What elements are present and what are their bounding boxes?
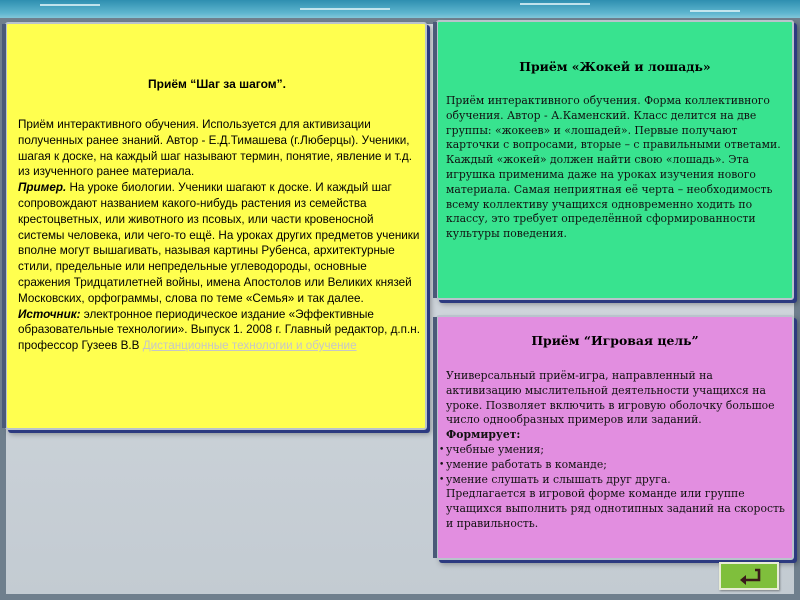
banner-streak	[520, 3, 590, 5]
skills-list	[439, 442, 786, 487]
card-jockey-and-horse	[436, 20, 794, 300]
list-item	[439, 472, 786, 488]
card-spine	[2, 24, 6, 428]
card-body	[18, 117, 422, 354]
list-item	[439, 457, 786, 473]
card-title: Приём “Шаг за шагом”.	[148, 77, 286, 91]
source-link[interactable]: Дистанционные технологии и обучение	[142, 339, 357, 353]
back-return-icon	[721, 564, 777, 588]
bullet-icon: •	[439, 474, 445, 485]
card-spine	[433, 22, 437, 298]
card-outro: Предлагается в игровой форме команде или группе учащихся выполнить ряд однотипных заданий на скорость и правильность.	[446, 487, 785, 530]
list-item-text: учебные умения;	[446, 442, 544, 456]
card-intro: Приём интерактивного обучения. Используется для активизации полученных ранее знаний. Автор - Е.Д.Тимашева (г.Люберцы). Ученики, шагая к доске, на каждый шаг называют термин, понятие, явление и т.д. из изученного ранее материала.	[18, 118, 412, 179]
card-body	[439, 369, 786, 532]
card-game-goal	[436, 315, 794, 560]
example-label: Пример.	[18, 181, 67, 195]
card-example	[18, 180, 422, 306]
card-step-by-step	[5, 22, 427, 430]
card-title: Приём “Игровая цель”	[531, 333, 699, 348]
banner-streak	[40, 4, 100, 6]
source-label: Источник:	[18, 307, 81, 321]
bullet-icon: •	[439, 444, 445, 455]
return-nav-button[interactable]	[719, 562, 779, 590]
source-text: электронное периодическое издание «Эффективные образовательные технологии». Выпуск 1. 2008 г. Главный редактор, д.п.н. профессор Гузеев В.В	[18, 307, 420, 353]
card-spine	[433, 317, 437, 558]
banner-streak	[690, 10, 740, 12]
forms-label: Формирует:	[446, 428, 521, 442]
list-item	[439, 442, 786, 458]
card-intro: Универсальный приём-игра, направленный на активизацию мыслительной деятельности учащихся на уроке. Позволяет включить в игровую оболочку большое число однообразных примеров или заданий.	[446, 369, 775, 427]
card-source	[18, 307, 422, 354]
card-text: Приём интерактивного обучения. Форма коллективного обучения. Автор - А.Каменский. Класс делится на две группы: «жокеев» и «лошадей». Первые получают карточки с вопросами, вторые – с правильными ответами. Каждый «жокей» должен найти свою «лошадь». Эта игрушка применима даже на уроках изучения нового материала. Самая неприятная её черта – необходимость всему коллективу учащихся одновременно ходить по классу, это требует определённой сформированности культуры поведения.	[446, 94, 781, 241]
card-body	[446, 94, 786, 242]
card-title: Приём «Жокей и лошадь»	[519, 59, 711, 74]
list-item-text: умение слушать и слышать друг друга.	[446, 472, 671, 486]
banner-streak	[300, 8, 390, 10]
bullet-icon: •	[439, 459, 445, 470]
list-item-text: умение работать в команде;	[446, 457, 607, 471]
example-text: На уроке биологии. Ученики шагают к доске. И каждый шаг сопровождают названием какого-нибудь растения из семейства крестоцветных, или животного из псовых, или части кровеносной системы человека, или чего-то ещё. На уроках других предметов ученики вполне могут вышагивать, называя картины Рубенса, архитектурные стили, предельные или непредельные углеводороды, основные сражения Тридцатилетней войны, имена Апостолов или Великих князей Московских, орфограммы, слова по теме «Семья» и так далее.	[18, 181, 420, 305]
